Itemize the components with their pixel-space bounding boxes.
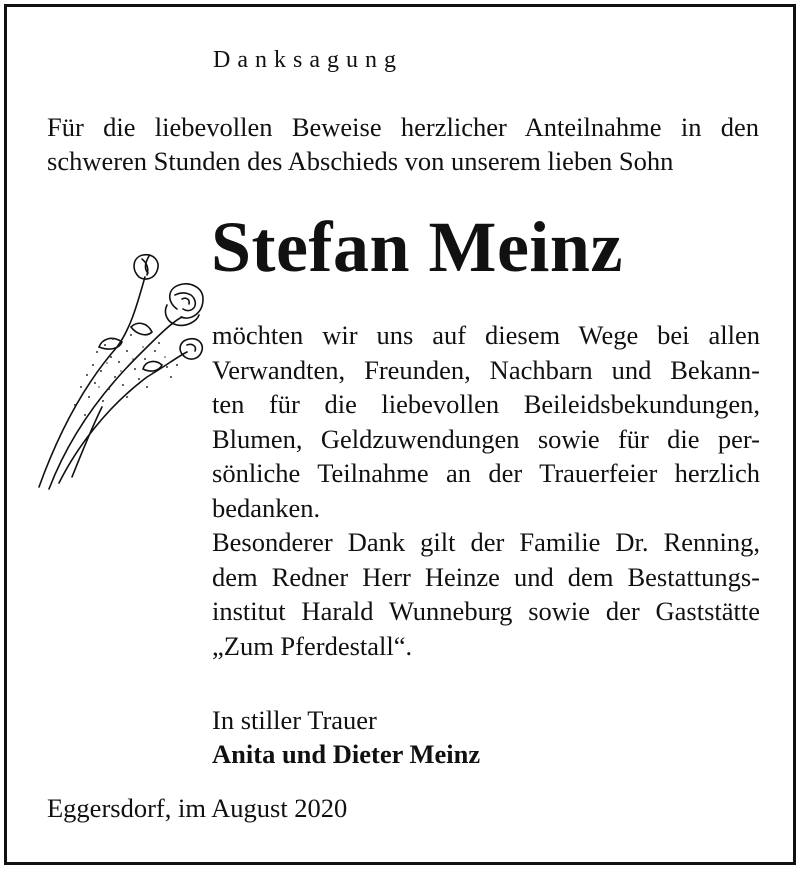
body-line: Blumen, Geldzuwendungen sowie für die per- — [212, 423, 760, 454]
obituary-notice — [4, 4, 796, 865]
body-line: dem Redner Herr Heinze und dem Bestattungs- — [212, 561, 760, 592]
deceased-name: Stefan Meinz — [211, 207, 623, 287]
body-line: möchten wir uns auf diesem Wege bei allen — [212, 320, 760, 350]
signature-names: Anita und Dieter Meinz — [212, 739, 481, 769]
body-line: bedanken. — [212, 492, 321, 523]
heading: Danksagung — [213, 47, 403, 73]
body-line: ten für die liebevollen Beileidsbekundungen, — [212, 389, 760, 419]
signature-sorrow: In stiller Trauer — [212, 705, 377, 735]
body-line: „Zum Pferdestall“. — [212, 630, 413, 661]
body-line: Verwandten, Freunden, Nachbarn und Bekann- — [212, 354, 760, 385]
intro-text — [47, 110, 759, 178]
intro-line: schweren Stunden des Abschieds von unserem lieben Sohn — [47, 146, 674, 176]
body-line: institut Harald Wunneburg sowie der Gaststätte — [212, 596, 760, 626]
place-date: Eggersdorf, im August 2020 — [47, 793, 348, 823]
thanks-text — [212, 318, 760, 663]
body-line: Besonderer Dank gilt der Familie Dr. Renning, — [212, 527, 760, 557]
intro-line: Für die liebevollen Beweise herzlicher Anteilnahme in den — [47, 112, 759, 142]
signature — [212, 703, 480, 771]
body-line: sönliche Teilnahme an der Trauerfeier herzlich — [212, 458, 760, 488]
roses-icon — [27, 247, 212, 497]
